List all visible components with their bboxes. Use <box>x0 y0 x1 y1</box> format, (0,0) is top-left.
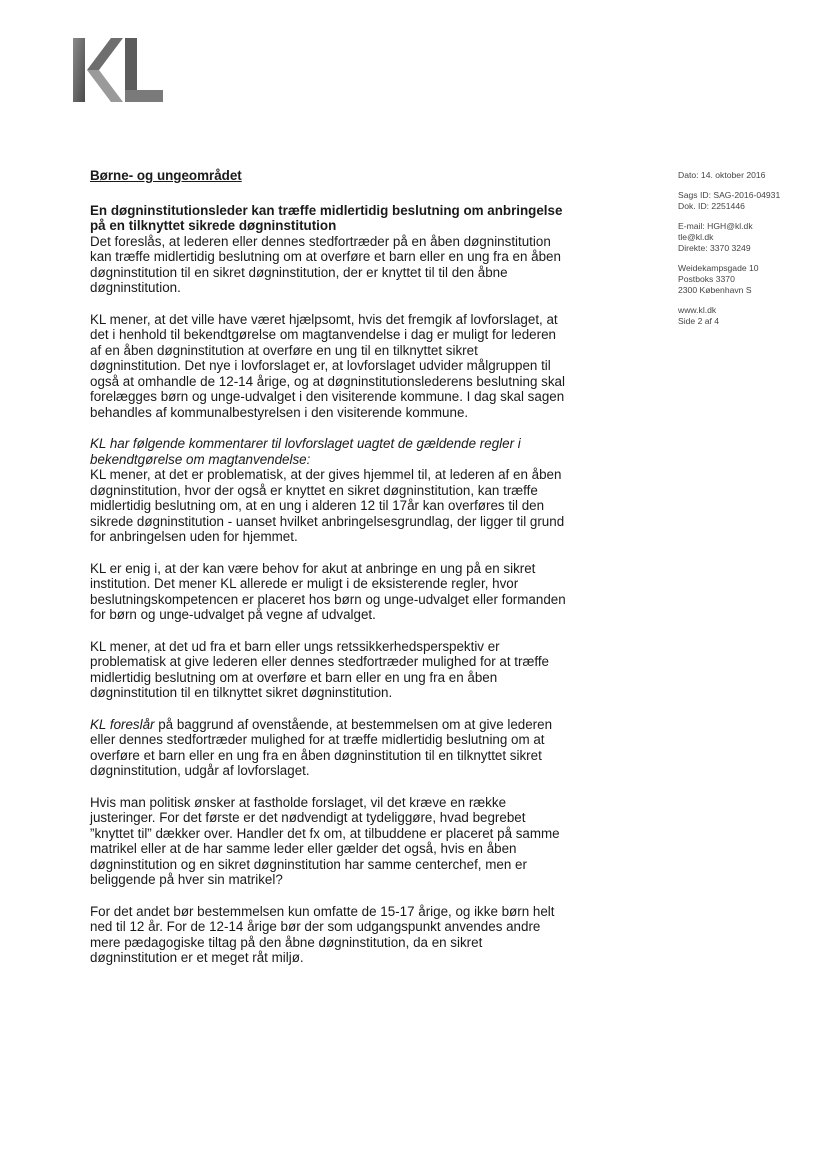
email: E-mail: HGH@kl.dk <box>678 221 753 231</box>
paragraph-3 <box>90 436 570 545</box>
phone: Direkte: 3370 3249 <box>678 243 751 253</box>
kl-logo <box>73 38 163 102</box>
web-and-page <box>678 305 818 327</box>
address-line-1: Weidekampsgade 10 <box>678 263 759 273</box>
dok-id: Dok. ID: 2251446 <box>678 201 745 211</box>
address-line-2: Postboks 3370 <box>678 274 735 284</box>
contact <box>678 221 818 254</box>
sags-id: Sags ID: SAG-2016-04931 <box>678 190 781 200</box>
case-ids <box>678 190 818 212</box>
paragraph-6-body: på baggrund af ovenstående, at bestemmelsen om at give lederen eller dennes stedfortræder mulighed for at træffe midlertidig beslutning om at overføre et barn eller en ung fra en åben døgninstitution til en tilknyttet sikret døgninstitution, udgår af lovforslaget. <box>90 716 553 778</box>
page-number: Side 2 af 4 <box>678 316 720 326</box>
email-2: tle@kl.dk <box>678 232 714 242</box>
sidebar-info <box>678 170 818 336</box>
address-line-3: 2300 København S <box>678 285 752 295</box>
letter-body <box>90 168 570 982</box>
address <box>678 263 818 296</box>
section-title: Børne- og ungeområdet <box>90 168 242 183</box>
heading: En døgninstitutionsleder kan træffe midlertidig beslutning om anbringelse på en tilknyttet sikrede døgninstitution <box>90 202 563 233</box>
paragraph-2: KL mener, at det ville have været hjælpsomt, hvis det fremgik af lovforslaget, at det i henhold til bekendtgørelse om magtanvendelse i dag er muligt for lederen af en åben døgninstitution at overføre en ung til en tilknyttet sikret døgninstitution. Det nye i lovforslaget er, at lovforslaget udvider målgruppen til også at omhandle de 12-14 årige, og at døgninstitutionslederens beslutning skal forelægges børn og unge-udvalget i den visiterende kommune. I dag skal sagen behandles af kommunalbestyrelsen i den visiterende kommune. <box>90 311 565 420</box>
paragraph-1: Det foreslås, at lederen eller dennes stedfortræder på en åben døgninstitution kan træffe midlertidig beslutning om at overføre et barn eller en ung fra en åben døgninstitution til en sikret døgninstitution, der er knyttet til til den åbne døgninstitution. <box>90 233 561 295</box>
paragraph-3-body: KL mener, at det er problematisk, at der gives hjemmel til, at lederen af en åben døgninstitution, hvor der også er knyttet en sikret døgninstitution, kan træffe midlertidig beslutning om, at en ung i alderen 12 til 17år kan overføres til den sikrede døgninstitution - uanset hvilket anbringelsesgrundlag, der ligger til grund for anbringelsen uden for hjemmet. <box>90 467 565 544</box>
website-link[interactable]: www.kl.dk <box>678 305 717 315</box>
paragraph-8: For det andet bør bestemmelsen kun omfatte de 15-17 årige, og ikke børn helt ned til 12 år. For de 12-14 årige bør der som udgangspunkt anvendes andre mere pædagogiske tiltag på den åbne døgninstitution, da en sikret døgninstitution er et meget råt miljø. <box>90 903 555 965</box>
paragraph-7: Hvis man politisk ønsker at fastholde forslaget, vil det kræve en række justeringer. For det første er det nødvendigt at tydeliggøre, hvad begrebet ”knyttet til” dækker over. Handler det fx om, at tilbuddene er placeret på samme matrikel eller at de har samme leder eller gælder det også, hvis en åben døgninstitution og en sikret døgninstitution har samme centerchef, men er beliggende på hver sin matrikel? <box>90 794 560 887</box>
paragraph-5: KL mener, at det ud fra et barn eller ungs retssikkerhedsperspektiv er problematisk at give lederen eller dennes stedfortræder mulighed for at træffe midlertidig beslutning om at overføre et barn eller en ung fra en åben døgninstitution til en tilknyttet sikret døgninstitution. <box>90 638 549 700</box>
paragraph-3-intro: KL har følgende kommentarer til lovforslaget uagtet de gældende regler i bekendtgørelse om magtanvendelse: <box>90 436 521 467</box>
paragraph-6-lead: KL foreslår <box>90 716 155 732</box>
paragraph-4: KL er enig i, at der kan være behov for akut at anbringe en ung på en sikret institution. Det mener KL allerede er muligt i de eksisterende regler, hvor beslutningskompetencen er placeret hos børn og unge-udvalget eller formanden for børn og unge-udvalget på vegne af udvalget. <box>90 560 566 622</box>
date: Dato: 14. oktober 2016 <box>678 170 766 180</box>
paragraph-6 <box>90 717 570 779</box>
